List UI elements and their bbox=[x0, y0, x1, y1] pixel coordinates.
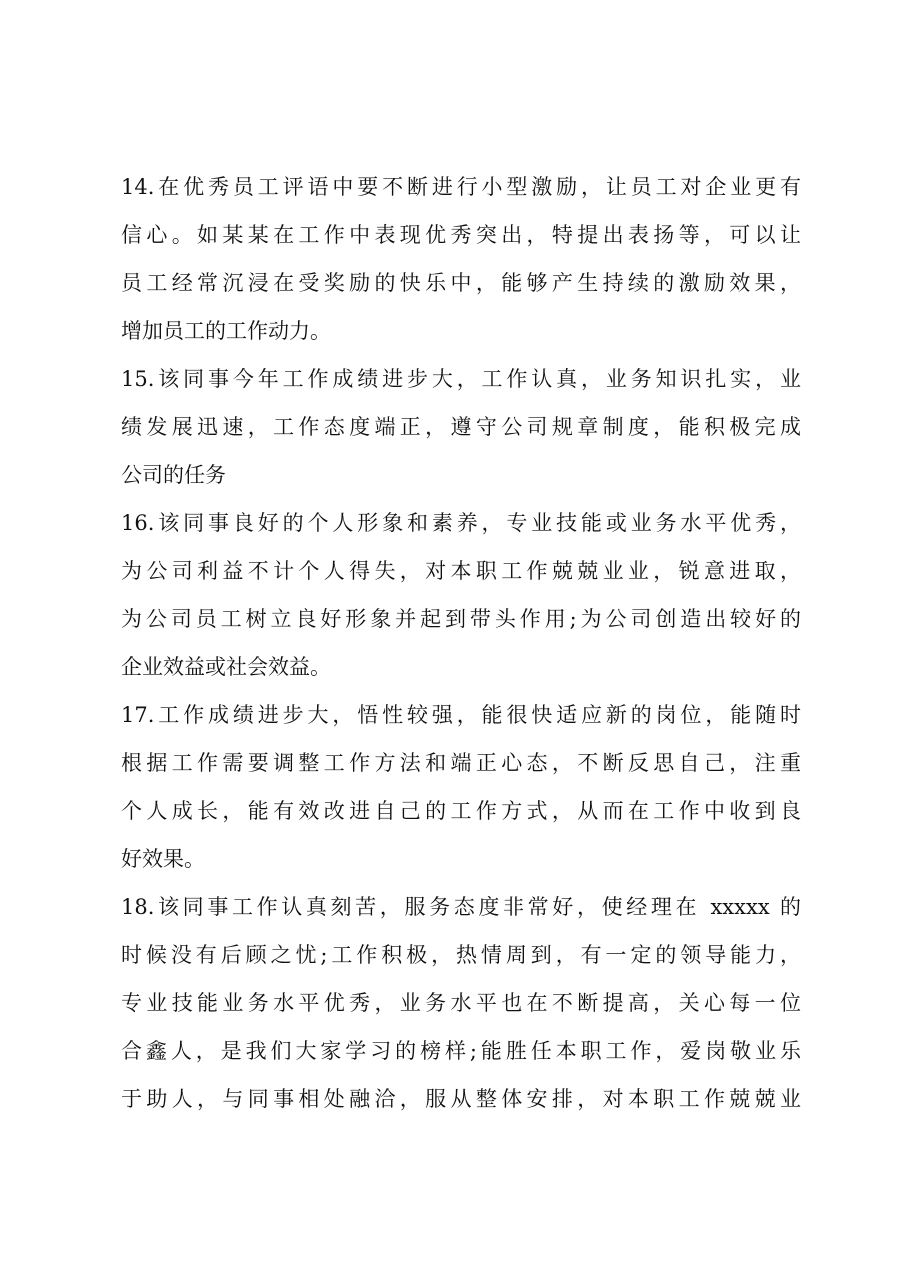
text-line: 时候没有后顾之忧;工作积极，热情周到，有一定的领导能力， bbox=[121, 943, 801, 967]
text-line: 15.该同事今年工作成绩进步大，工作认真，业务知识扎实，业 bbox=[121, 367, 801, 391]
text-line: 18.该同事工作认真刻苦，服务态度非常好，使经理在 xxxxx 的 bbox=[121, 895, 801, 919]
text-line: 个人成长，能有效改进自己的工作方式，从而在工作中收到良 bbox=[121, 799, 801, 823]
paragraph-16 bbox=[121, 499, 801, 691]
text-line: 14.在优秀员工评语中要不断进行小型激励，让员工对企业更有 bbox=[121, 175, 801, 199]
text-line: 为公司利益不计个人得失，对本职工作兢兢业业，锐意进取， bbox=[121, 559, 801, 583]
text-line: 好效果。 bbox=[121, 847, 205, 871]
text-line: 17.工作成绩进步大，悟性较强，能很快适应新的岗位，能随时 bbox=[121, 703, 801, 727]
text-line: 16.该同事良好的个人形象和素养，专业技能或业务水平优秀， bbox=[121, 511, 801, 535]
paragraph-14 bbox=[121, 163, 801, 355]
paragraph-15 bbox=[121, 355, 801, 499]
text-line: 为公司员工树立良好形象并起到带头作用;为公司创造出较好的 bbox=[121, 607, 801, 631]
text-line: 企业效益或社会效益。 bbox=[121, 655, 331, 679]
text-line: 根据工作需要调整工作方法和端正心态，不断反思自己，注重 bbox=[121, 751, 801, 775]
document-body bbox=[121, 163, 801, 1123]
text-line: 信心。如某某在工作中表现优秀突出，特提出表扬等，可以让 bbox=[121, 223, 801, 247]
text-line: 专业技能业务水平优秀，业务水平也在不断提高，关心每一位 bbox=[121, 991, 801, 1015]
text-line: 于助人，与同事相处融洽，服从整体安排，对本职工作兢兢业 bbox=[121, 1087, 801, 1111]
paragraph-18 bbox=[121, 883, 801, 1123]
text-line: 绩发展迅速，工作态度端正，遵守公司规章制度，能积极完成 bbox=[121, 415, 801, 439]
paragraph-17 bbox=[121, 691, 801, 883]
text-line: 员工经常沉浸在受奖励的快乐中，能够产生持续的激励效果， bbox=[121, 271, 801, 295]
text-line: 合鑫人，是我们大家学习的榜样;能胜任本职工作，爱岗敬业乐 bbox=[121, 1039, 801, 1063]
text-line: 公司的任务 bbox=[121, 463, 226, 487]
text-line: 增加员工的工作动力。 bbox=[121, 319, 331, 343]
